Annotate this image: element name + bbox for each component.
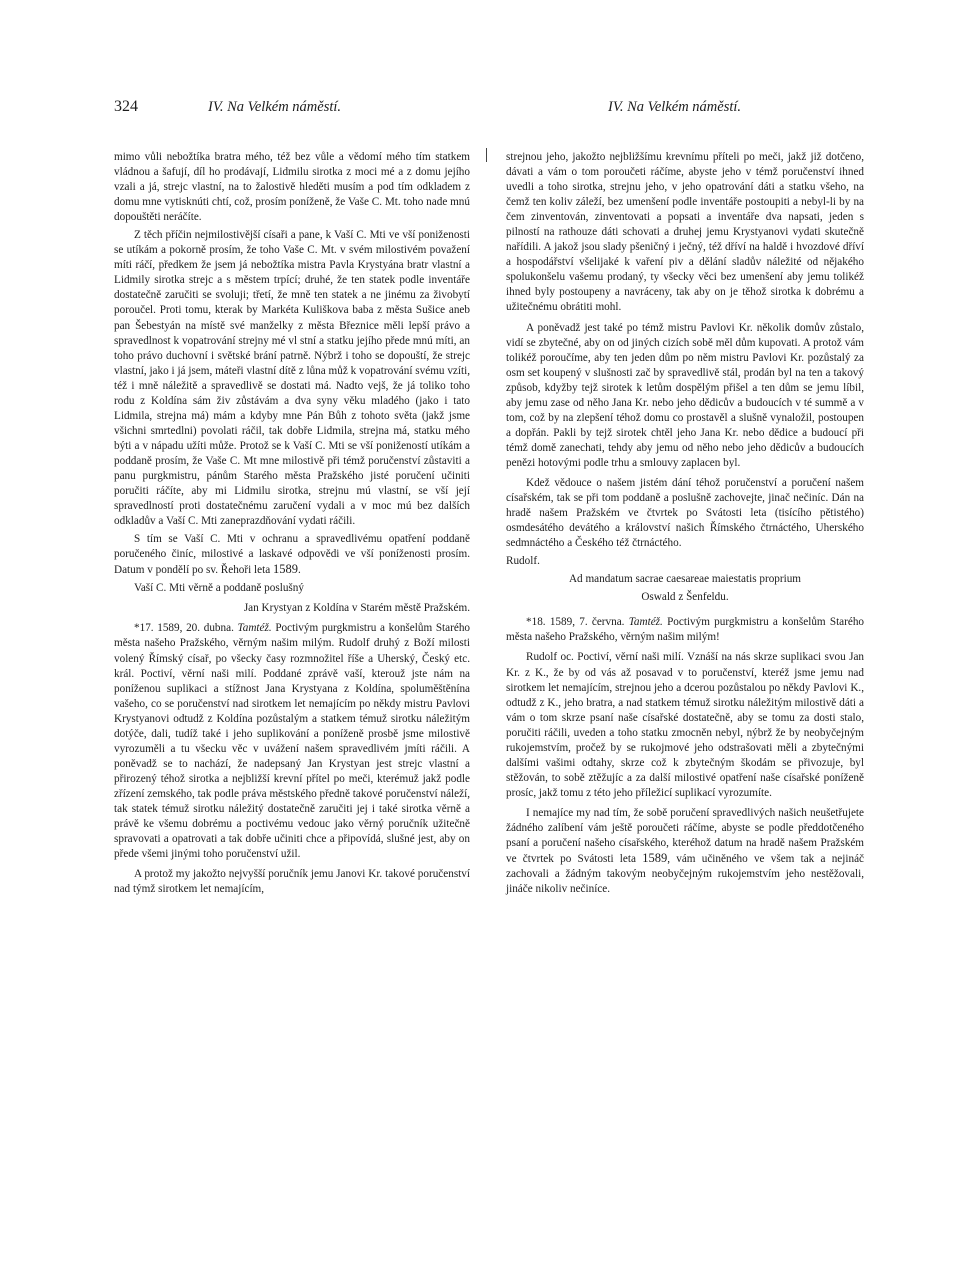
document-18 (506, 615, 864, 645)
mandate-line: Ad mandatum sacrae caesareae maiestatis proprium (568, 573, 802, 586)
paragraph: strejnou jeho, jakožto nejbližšímu krevnímu příteli po meči, jakž již dotčeno, dávati a vám o tom poroučeti ráčíme, abyste jeho v témž poručenství ihned uvedli a toho sirotka, strejnu jeho, v jeho opatrování dáti a statku všeho, na čemž ten koliv záleží, bez umenšení podle inventáře postoupiti a nebyl-li by na čem zinventován, zinventovati a popsati a inventáře dva napsati, jeden s pilností na rathouze dáti schovati a druhej jemu Krystyanovi vydati skutečně nařídili. A jakož jsou slady pšeničný i ječný, též dříví na haldě i hvozdové dříví a hospodářství všelijaké k vaření piv a dělání sladův náležité od nějakého spolukonšelu vašemu prodaný, ty všecky věci bez umenšení aby jemu tolikéž ihned byly postoupeny a navráceny, tak aby on je těhož sirotka k dobrému a užitečnému obrátiti mohl. (506, 151, 864, 314)
running-head-right: IV. Na Velkém náměstí. (608, 99, 742, 115)
document-17 (114, 621, 470, 862)
page-header (114, 98, 784, 122)
year: 1589 (272, 562, 298, 577)
paragraph: Kdež vědouce o našem jistém dání téhož poručenství a poručení našem císařském, tak se při tom poddaně a poslušně zachovejte, jinač nečiníc. Dán na hradě našem Pražském ve čtvrtek po Svátosti leta (tisícího pětistého) osmdesátého devátého a království našich Římského čtrnáctého, Uherského sedmnáctého a Českého též čtrnáctého. (506, 476, 864, 550)
place-note: Tamtéž. (628, 616, 663, 629)
paragraph-text: , vám učiněného ve všem tak a nejináč zachovali a žádným takovým neobyčejným rukojemstvím jeho nestěžovali, jináče nikoliv nečiníce. (506, 853, 865, 896)
right-column (506, 150, 864, 900)
paragraph (506, 806, 864, 897)
column-divider (486, 148, 487, 162)
document-body: Poctivým purgkmistru a konšelům Starého města našeho Pražského, věrným našim milým! (506, 616, 865, 644)
year: 1589 (642, 851, 668, 866)
mandate-signer: Oswald z Šenfeldu. (641, 591, 729, 604)
signature-name: Jan Krystyan z Koldína v Starém městě Pražském. (243, 602, 470, 615)
document-heading: *18. 1589, 7. června. (526, 616, 625, 629)
running-head-left: IV. Na Velkém náměstí. (208, 99, 342, 115)
place-note: Tamtéž. (237, 622, 272, 635)
paragraph: Z těch příčin nejmilostivější císaři a pane, k Vaší C. Mti ve vší poniženosti se utíkám a pokorně prosím, že toho Vaše C. Mt. v svém milostivém považení míti ráčí, předkem že jsem já nebožtíka mistra Pavla Krystyána bratr vlastní a Lidmily sirotka strejc a s městem trpící; druhé, že ten statek podle inventáře dostatečně zaručiti se svoluji; třetí, že mně ten statek a ne jinému za živobytí poroučel. Proti tomu, kterak by Markéta Kuliškova baba z města Sušice aneb pan Šebestyán na místě své manželky z města Březnice měli lepší právo a spravedlnost k vopatrování strejny mé vl stní a statku jejího přede mnú míti, an toho právo duchovní i světské brání patrně. Nýbrž i toho se dopouští, že strejc vlastní, jako i já jsem, máteři vlastní dítě z lůna můž k vopatrování svému vzíti, též i mně náležitě a spravedlivě se dostati má. Nadto vejš, že já toliko toho rodu z Koldína sám živ zůstávám a dva syny věku mladého (jako i tato Lidmila, strejna má) mám a kdyby mne Pán Bůh z tohoto světa (jakž jsme všichni smrtedlni) povolati ráčil, tak dobře Lidmila, strejna má, statku mého býti a v nápadu užíti může. Protož se k Vaší C. Mti se vší ponižeností utíkám a poddaně prosím, že Vaše C. Mt mne milostivě při témž poručenství zůstaviti a panu purgkmistru, pánům Starého města Pražského jisté poručení učiniti poručiti ráčíte, aby mi Lidmilu sirotka, strejnu mú vlastní, se vší její spravedlností proti dostatečnému zaručení vydali a v moc mú bez dalších odkladův a Vaší C. Mti zaneprazdňování vydati ráčili. (114, 229, 470, 528)
paragraph: mimo vůli nebožtíka bratra mého, též bez vůle a vědomí mého tím statkem vládnou a šafují, díl ho prodávají, Lidmilu sirotka z moci mé a z domu jejího vzali a já, strejc vlastní, na to žalostivě hleděti musím a pod tím odkladem z domu mne vytisknúti chtí, což, prosím poníženě, že Vaše C. Mt. toho nade mnú dopouštěti neráčíte. (114, 151, 470, 224)
paragraph: Rudolf oc. Poctiví, věrní naši milí. Vznáší na nás skrze suplikaci svou Jan Kr. z K., že by od vás až posavad v to poručenství, kteréž jsme jemu nad sirotkem let nemajícím, strejnou jeho a dcerou pozůstalou po někdy Pavlovi K., odtudž z K., jeho bratra, a nad statkem témuž sirotku náležitým milostivě dáti a vám o tom skrze psaní naše císařské dostatečně, aby se tomu za dosti stalo, poručiti ráčili, uveden a toho statku zmocněn nebyl, nýbrž že by neobyčejným rukojemstvím, pročež by se rukojmové jeho odstrašovati měli a zbytečnými dalšími vašimi odtahy, skrze což k zbytečným škodám se přivozuje, byl stěžován, to sobě ztěžujíc a za další milostivé opatření naše císařské poníženě prosíc, jakž tomu z této jeho příležicí suplikací vyrozumíte. (506, 651, 864, 799)
paragraph: A poněvadž jest také po témž mistru Pavlovi Kr. několik domův zůstalo, vidí se zbytečné, aby on od jiných cizích sobě měl dům kupovati. A protož vám tolikéž poroučíme, aby ten jeden dům po něm mistru Pavlovi Kr. pozůstalý za osm set koupený v slušnosti zač by spravedlivě stál, prodán byl na ten a takový způsob, kdyžby tejž sirotek k letům dospělým přišel a ten dům se jemu líbil, aby jemu zase od něho Jana Kr. nebo jeho dědicův a budoucích v té summě a v tom, což by na zlepšení téhož domu co prostavěl a slušně vynaložil, postoupen a dopřán. Pakli by tejž sirotek chtěl jeho Jana Kr. nebo dědice a budoucí při témž domě zanechati, tehdy aby jemu od něho nebo jeho dědicův a budoucích penězi hotovými podle trhu a smlouvy zaplacen byl. (506, 321, 864, 469)
signature-line: Vaší C. Mti věrně a poddaně poslušný (134, 582, 304, 595)
signature-rudolf: Rudolf. (506, 555, 540, 568)
paragraph: A protož my jakožto nejvyšší poručník jemu Janovi Kr. takové poručenství nad týmž sirotkem let nemajícím, (114, 868, 470, 896)
paragraph-text: S tím se Vaší C. Mti v ochranu a spravedlivému opatření poddaně poručeného činíc, milostivé a laskavé odpovědi ve vší poníženosti prosím. Datum v pondělí po sv. Řehoři leta (114, 533, 470, 577)
document-heading: *17. 1589, 20. dubna. (134, 622, 234, 635)
left-column (114, 150, 470, 900)
page-number: 324 (114, 98, 138, 115)
document-body: Poctivým purgkmistru a konšelům Starého města našeho Pražského, věrným našim milým. Rudolf druhý z Boží milosti volený Římský císař, po všecky časy rozmnožitel říše a Uherský, Český etc. král. Poctiví, věrní naši milí. Poddané zprávě vaší, kterouž jste nám na poníženou suplikaci a stížnost Jana Krystyana z Koldína, spolumĕštěnína vašeho, co se poručenství nad sirotkem let nemajícím po někdy mistru Pavlovi Krystyanovi odtudž z Koldína pozůstalým a statkem témuž sirotku náležitým dotýče, dali, tudíž také i jeho suplikování a poníženě prosbě jsme milostivě vyrozuměli a tu všecku věc v uvážení našem spravedlivém jmíti ráčili. A poněvadž se to nachází, že nadepsaný Jan Krystyan jest strejc vlastní a přirozený téhož sirotka a nejbližší krevní přítel po meči, kterémuž jakž podle zřízení zemského, tak podle práva městského předně takové poručenství náleží, tak statek témuž sirotku náležitý dostatečně zaručiti jej i také sirotka věrně a právě ke všemu dobrému a poctivému vedouc jako věrný poručník užitečně spravovati a opatrovati a tak dobře učiniti chce a připovídá, slušné jest, aby on přede všemi jinými toho poručenství užil. (114, 622, 471, 861)
paragraph-text: I nemajíce my nad tím, že sobě poručení spravedlivých našich neušetřujete žádného zalíbení vám ještě poroučeti ráčíme, abyste se podle předdotčeného psaní a poručení našeho císařského, kteréhož datum na hradě našem Pražském ve čtvrtek po Svátosti leta (506, 806, 864, 866)
paragraph: S tím se Vaší C. Mti v ochranu a spravedlivému opatření poddaně poručeného činíc, milostivé a laskavé odpovědi ve vší poníženosti prosím. Datum v pondělí po sv. Řehoři leta 1589. (114, 533, 470, 577)
